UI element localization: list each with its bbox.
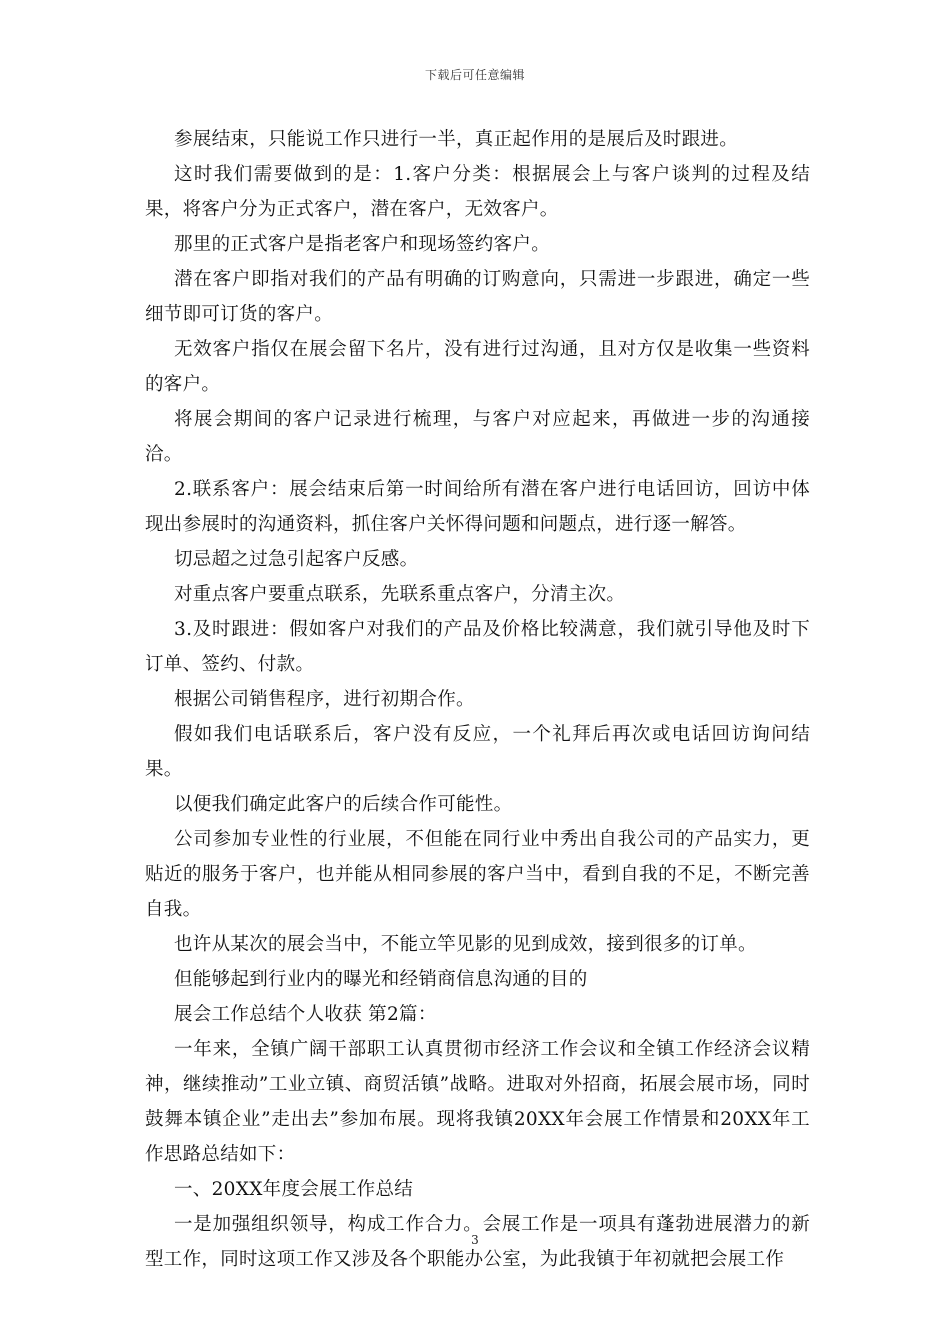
paragraph: 切忌超之过急引起客户反感。 bbox=[174, 549, 419, 570]
section-heading: 一、20XX年度会展工作总结 bbox=[174, 1179, 414, 1200]
paragraph: 一年来，全镇广阔干部职工认真贯彻市经济工作会议和全镇工作经济会议精神，继续推动”工业立镇、商贸活镇”战略。进取对外招商，拓展会展市场，同时鼓舞本镇企业”走出去”参加布展。现将我镇20XX年会展工作情景和20XX年工作思路总结如下： bbox=[145, 1039, 810, 1165]
paragraph: 3.及时跟进：假如客户对我们的产品及价格比较满意，我们就引导他及时下订单、签约、付款。 bbox=[145, 619, 810, 675]
page-number: 3 bbox=[471, 1233, 479, 1247]
page-header: 下载后可任意编辑 bbox=[424, 68, 525, 82]
paragraph: 但能够起到行业内的曝光和经销商信息沟通的目的 bbox=[174, 969, 588, 990]
paragraph: 也许从某次的展会当中，不能立竿见影的见到成效，接到很多的订单。 bbox=[174, 934, 757, 955]
section-heading: 展会工作总结个人收获 第2篇： bbox=[174, 1004, 437, 1025]
paragraph: 对重点客户要重点联系，先联系重点客户，分清主次。 bbox=[174, 584, 626, 605]
paragraph: 一是加强组织领导，构成工作合力。会展工作是一项具有蓬勃进展潜力的新型工作，同时这项工作又涉及各个职能办公室，为此我镇于年初就把会展工作 bbox=[145, 1214, 810, 1270]
paragraph: 这时我们需要做到的是：1.客户分类：根据展会上与客户谈判的过程及结果，将客户分为正式客户，潜在客户，无效客户。 bbox=[145, 164, 810, 220]
document-body bbox=[145, 122, 810, 1277]
paragraph: 参展结束，只能说工作只进行一半，真正起作用的是展后及时跟进。 bbox=[174, 129, 739, 150]
paragraph: 那里的正式客户是指老客户和现场签约客户。 bbox=[174, 234, 551, 255]
paragraph: 公司参加专业性的行业展，不但能在同行业中秀出自我公司的产品实力，更贴近的服务于客户，也并能从相同参展的客户当中，看到自我的不足，不断完善自我。 bbox=[145, 829, 810, 920]
paragraph: 无效客户指仅在展会留下名片，没有进行过沟通，且对方仅是收集一些资料的客户。 bbox=[145, 339, 810, 395]
paragraph: 假如我们电话联系后，客户没有反应，一个礼拜后再次或电话回访询问结果。 bbox=[145, 724, 810, 780]
paragraph: 潜在客户即指对我们的产品有明确的订购意向，只需进一步跟进，确定一些细节即可订货的客户。 bbox=[145, 269, 810, 325]
paragraph: 根据公司销售程序，进行初期合作。 bbox=[174, 689, 475, 710]
paragraph: 2.联系客户：展会结束后第一时间给所有潜在客户进行电话回访，回访中体现出参展时的沟通资料，抓住客户关怀得问题和问题点，进行逐一解答。 bbox=[145, 479, 810, 535]
paragraph: 将展会期间的客户记录进行梳理，与客户对应起来，再做进一步的沟通接洽。 bbox=[145, 409, 810, 465]
paragraph: 以便我们确定此客户的后续合作可能性。 bbox=[174, 794, 513, 815]
